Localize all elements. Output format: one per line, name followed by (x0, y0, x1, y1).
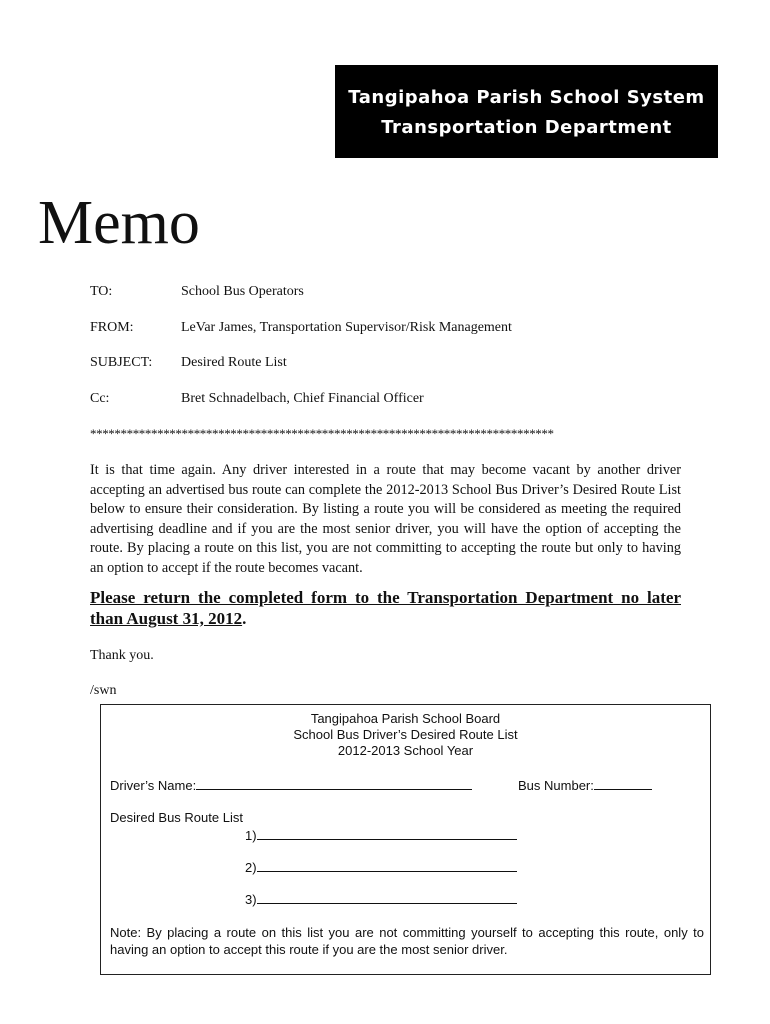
body-paragraph: It is that time again. Any driver interested in a route that may become vacant by another driver accepting an advertised bus route can complete the 2012-2013 School Bus Driver’s Desired Route List below to ensure their consideration. By listing a route you will be considered as meeting the required advertising deadline and if you are the most senior driver, you will have the option of accepting the route. By placing a route on this list, you are not committing to accepting the route but only to having an option to accept if the route becomes vacant. (90, 462, 681, 576)
deadline-notice (90, 587, 681, 629)
letterhead-line-2: Transportation Department (381, 117, 672, 138)
to-label: TO: (90, 284, 113, 299)
letterhead-line-1: Tangipahoa Parish School System (348, 87, 705, 108)
bus-number-field[interactable] (518, 777, 652, 793)
to-value: School Bus Operators (181, 284, 304, 299)
separator-line: **************************************************************************** (90, 426, 554, 441)
route-1-number: 1) (245, 828, 257, 843)
bus-number-label: Bus Number: (518, 778, 594, 793)
closing-text: Thank you. (90, 648, 154, 663)
letterhead-banner (335, 65, 718, 158)
initials: /swn (90, 683, 117, 698)
route-2-field[interactable] (245, 859, 517, 875)
subject-value: Desired Route List (181, 355, 287, 370)
cc-label: Cc: (90, 391, 110, 406)
route-2-number: 2) (245, 860, 257, 875)
form-title-3: 2012-2013 School Year (337, 743, 474, 758)
route-list-label: Desired Bus Route List (110, 810, 243, 825)
from-label: FROM: (90, 320, 134, 335)
route-1-field[interactable] (245, 827, 517, 843)
from-value: LeVar James, Transportation Supervisor/Risk Management (181, 320, 512, 335)
bus-number-blank[interactable] (594, 777, 652, 790)
route-list-form (100, 704, 711, 975)
driver-name-blank[interactable] (196, 777, 472, 790)
route-1-blank[interactable] (257, 827, 517, 840)
deadline-text: Please return the completed form to the Transportation Department no later than August 31, 2012 (90, 588, 681, 628)
form-title-2: School Bus Driver’s Desired Route List (293, 727, 518, 742)
form-title-1: Tangipahoa Parish School Board (310, 711, 501, 726)
deadline-period: . (242, 609, 247, 628)
route-3-field[interactable] (245, 891, 517, 907)
form-note: Note: By placing a route on this list you are not committing yourself to accepting this route, only to having an option to accept this route if you are the most senior driver. (110, 925, 704, 957)
route-3-number: 3) (245, 892, 257, 907)
cc-value: Bret Schnadelbach, Chief Financial Officer (181, 391, 424, 406)
route-3-blank[interactable] (257, 891, 517, 904)
memo-title: Memo (38, 189, 200, 257)
driver-name-field[interactable] (110, 777, 472, 793)
route-2-blank[interactable] (257, 859, 517, 872)
subject-label: SUBJECT: (90, 355, 153, 370)
driver-name-label: Driver’s Name: (110, 778, 197, 793)
